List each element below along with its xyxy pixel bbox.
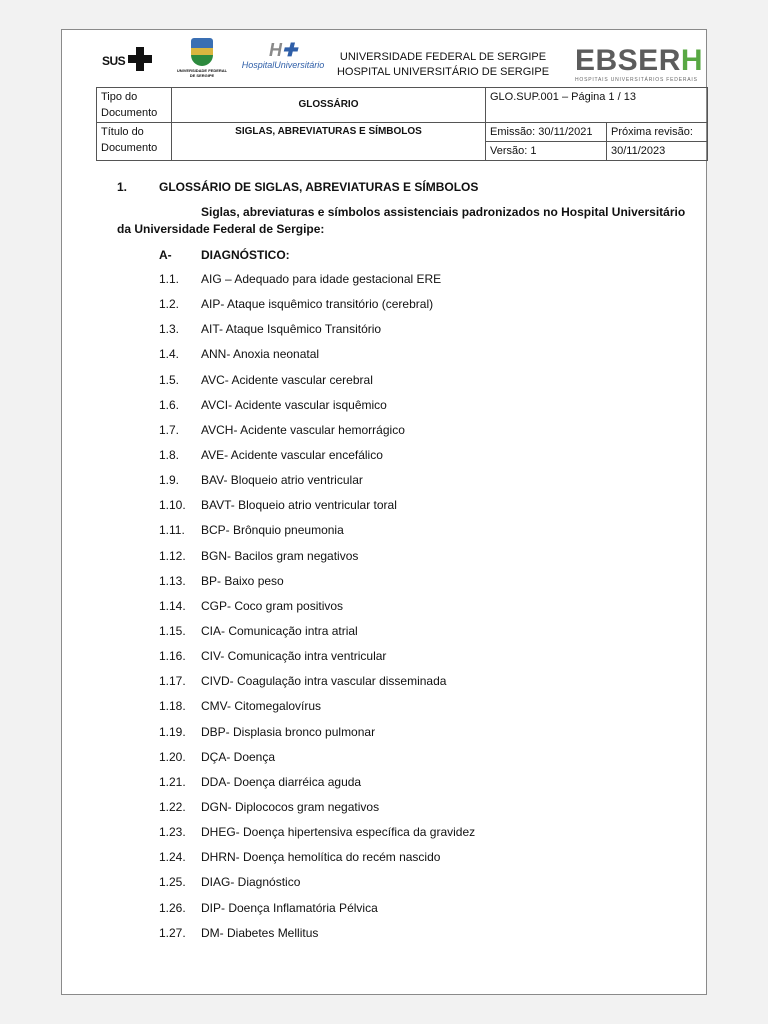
item-number: 1.25.: [159, 875, 186, 890]
proxima-revisao-date: 30/11/2023: [607, 142, 708, 161]
item-text: CIV- Comunicação intra ventricular: [201, 649, 387, 664]
item-text: AVE- Acidente vascular encefálico: [201, 447, 383, 462]
item-number: 1.14.: [159, 598, 186, 613]
sus-cross-icon: [128, 47, 152, 71]
emissao-date: Emissão: 30/11/2021: [486, 123, 607, 142]
institution-line-1: UNIVERSIDADE FEDERAL DE SERGIPE: [339, 51, 547, 63]
item-text: ANN- Anoxia neonatal: [201, 347, 320, 362]
proxima-revisao-label: Próxima revisão:: [607, 123, 708, 142]
ufs-logo: [174, 38, 230, 78]
item-text: DIAG- Diagnóstico: [201, 875, 301, 890]
item-number: 1.21.: [159, 774, 186, 789]
subsection-letter: A-: [159, 248, 172, 262]
item-number: 1.18.: [159, 699, 186, 714]
ebserh-wordmark: [575, 46, 703, 76]
item-number: 1.19.: [159, 724, 186, 739]
item-number: 1.10.: [159, 498, 186, 513]
ebserh-word-a: EBSER: [575, 44, 681, 77]
hu-logo-name: HospitalUniversitário: [241, 60, 325, 70]
item-text: DDA- Doença diarréica aguda: [201, 774, 362, 789]
item-text: BAVT- Bloqueio atrio ventricular toral: [201, 498, 397, 513]
section-number: 1.: [117, 180, 128, 194]
item-number: 1.20.: [159, 749, 186, 764]
item-text: AVC- Acidente vascular cerebral: [201, 372, 373, 387]
ebserh-subtitle: HOSPITAIS UNIVERSITÁRIOS FEDERAIS: [575, 77, 698, 83]
item-text: CGP- Coco gram positivos: [201, 598, 344, 613]
item-text: AVCH- Acidente vascular hemorrágico: [201, 422, 405, 437]
item-text: DBP- Displasia bronco pulmonar: [201, 724, 376, 739]
item-number: 1.16.: [159, 649, 186, 664]
titulo-label: Título do Documento: [97, 123, 172, 161]
item-number: 1.26.: [159, 900, 186, 915]
item-number: 1.4.: [159, 347, 180, 362]
tipo-label: Tipo do Documento: [97, 88, 172, 123]
subsection-title: DIAGNÓSTICO:: [201, 248, 290, 262]
item-text: AVCI- Acidente vascular isquêmico: [201, 397, 387, 412]
item-text: AIP- Ataque isquêmico transitório (cerebral): [201, 297, 434, 312]
hu-h-letter: H: [268, 40, 282, 60]
item-number: 1.1.: [159, 272, 180, 286]
item-number: 1.8.: [159, 447, 180, 462]
item-number: 1.6.: [159, 397, 180, 412]
document-page: [61, 29, 707, 995]
item-number: 1.12.: [159, 548, 186, 563]
ebserh-word-b: H: [680, 44, 704, 77]
ufs-logo-text: UNIVERSIDADE FEDERAL DE SERGIPE: [176, 68, 228, 78]
item-number: 1.13.: [159, 573, 186, 588]
item-number: 1.24.: [159, 850, 186, 865]
item-text: DHRN- Doença hemolítica do recém nascido: [201, 850, 441, 865]
item-number: 1.9.: [159, 473, 180, 488]
item-text: DÇA- Doença: [201, 749, 276, 764]
item-text: BAV- Bloqueio atrio ventricular: [201, 473, 363, 488]
item-text: CMV- Citomegalovírus: [201, 699, 322, 714]
section-intro: Siglas, abreviaturas e símbolos assistenciais padronizados no Hospital Universitário da Universidade Federal de Sergipe:: [117, 205, 686, 236]
institution-name: [324, 50, 562, 80]
item-number: 1.15.: [159, 623, 186, 638]
item-number: 1.17.: [159, 674, 186, 689]
item-text: DHEG- Doença hipertensiva específica da gravidez: [201, 825, 476, 840]
sus-logo-text: SUS: [102, 54, 126, 68]
item-number: 1.7.: [159, 422, 180, 437]
item-text: BGN- Bacilos gram negativos: [201, 548, 359, 563]
document-header-table: [96, 87, 708, 161]
hu-logo-mark: H✚: [268, 40, 298, 60]
item-text: BCP- Brônquio pneumonia: [201, 523, 344, 538]
item-text: CIVD- Coagulação intra vascular disseminada: [201, 674, 447, 689]
ufs-crest-icon: [191, 38, 213, 66]
ebserh-logo: [575, 46, 703, 83]
logo-header: [62, 30, 706, 88]
hu-logo: [240, 40, 326, 70]
item-text: DGN- Diplococos gram negativos: [201, 799, 380, 814]
tipo-value: GLOSSÁRIO: [172, 88, 486, 123]
item-number: 1.22.: [159, 799, 186, 814]
item-number: 1.23.: [159, 825, 186, 840]
item-text: BP- Baixo peso: [201, 573, 284, 588]
item-number: 1.27.: [159, 925, 186, 940]
section-title: GLOSSÁRIO DE SIGLAS, ABREVIATURAS E SÍMBOLOS: [159, 180, 479, 194]
item-text: DM- Diabetes Mellitus: [201, 925, 319, 940]
item-number: 1.5.: [159, 372, 180, 387]
institution-line-2: HOSPITAL UNIVERSITÁRIO DE SERGIPE: [336, 66, 550, 78]
item-text: AIG – Adequado para idade gestacional ERE: [201, 272, 442, 286]
item-text: CIA- Comunicação intra atrial: [201, 623, 358, 638]
titulo-value: SIGLAS, ABREVIATURAS E SÍMBOLOS: [172, 123, 486, 161]
document-code-page: GLO.SUP.001 – Página 1 / 13: [486, 88, 708, 123]
item-text: DIP- Doença Inflamatória Pélvica: [201, 900, 378, 915]
item-number: 1.2.: [159, 297, 180, 312]
item-number: 1.3.: [159, 322, 180, 337]
item-text: AIT- Ataque Isquêmico Transitório: [201, 322, 382, 337]
item-number: 1.11.: [159, 523, 185, 538]
versao: Versão: 1: [486, 142, 607, 161]
